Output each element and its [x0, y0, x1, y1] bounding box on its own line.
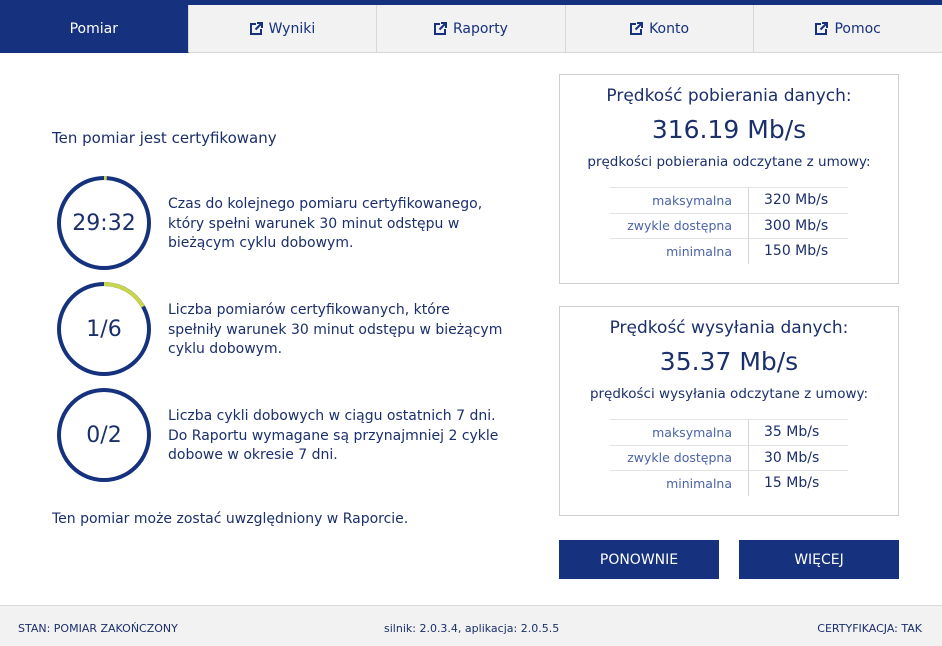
tab-pomoc[interactable] — [754, 5, 942, 53]
table-row — [610, 213, 848, 239]
ring-value: 1/6 — [86, 316, 122, 342]
tab-label: Pomoc — [834, 20, 881, 37]
upload-panel — [559, 306, 899, 516]
progress-ring — [56, 175, 152, 271]
download-panel — [559, 74, 899, 284]
ring-value: 0/2 — [86, 422, 122, 448]
cert-row-description: Czas do kolejnego pomiaru certyfikowanego, który spełni warunek 30 minut odstępu w bieżącym cyklu dobowym. — [168, 196, 483, 251]
cert-row-count — [56, 281, 506, 377]
main-tabs — [0, 5, 942, 53]
more-button[interactable]: WIĘCEJ — [739, 540, 899, 579]
contract-label: minimalna — [610, 239, 749, 264]
cert-row-description: Liczba pomiarów certyfikowanych, które spełniły warunek 30 minut odstępu w bieżącym cyklu dobowym. — [168, 302, 503, 357]
ring-value: 29:32 — [72, 210, 136, 236]
tab-label: Wyniki — [268, 20, 316, 37]
tab-label: Pomiar — [69, 20, 118, 37]
download-contract-table — [610, 187, 848, 264]
external-link-icon — [630, 22, 643, 35]
tab-wyniki[interactable] — [189, 5, 378, 53]
progress-ring — [56, 387, 152, 483]
download-contract-subtitle: prędkości pobierania odczytane z umowy: — [587, 154, 871, 170]
status-bar — [0, 605, 942, 646]
tab-pomiar[interactable] — [0, 5, 189, 53]
cert-row-description: Liczba cykli dobowych w ciągu ostatnich 7 dni. Do Raportu wymagane są przynajmniej 2 cykle dobowe w okresie 7 dni. — [168, 408, 499, 463]
cert-row-timer — [56, 175, 506, 271]
download-speed-value: 316.19 Mb/s — [651, 115, 807, 144]
external-link-icon — [250, 22, 263, 35]
contract-label: zwykle dostępna — [610, 446, 749, 471]
certification-title: Ten pomiar jest certyfikowany — [52, 129, 277, 147]
upload-speed-value: 35.37 Mb/s — [659, 347, 799, 376]
table-row — [610, 419, 848, 445]
external-link-icon — [815, 22, 828, 35]
upload-contract-subtitle: prędkości wysyłania odczytane z umowy: — [589, 386, 869, 402]
version-text: silnik: 2.0.3.4, aplikacja: 2.0.5.5 — [384, 622, 560, 635]
contract-value: 15 Mb/s — [764, 475, 820, 492]
table-row — [610, 470, 848, 496]
contract-value: 320 Mb/s — [764, 192, 829, 209]
contract-label: maksymalna — [610, 420, 749, 445]
tab-raporty[interactable] — [377, 5, 566, 53]
cert-row-cycles — [56, 387, 506, 483]
contract-value: 150 Mb/s — [764, 243, 829, 260]
tab-label: Raporty — [452, 20, 508, 37]
upload-title: Prędkość wysyłania danych: — [609, 318, 849, 338]
certification-status: CERTYFIKACJA: TAK — [817, 622, 922, 635]
external-link-icon — [434, 22, 447, 35]
progress-ring — [56, 281, 152, 377]
table-row — [610, 187, 848, 213]
again-button[interactable]: PONOWNIE — [559, 540, 719, 579]
contract-value: 30 Mb/s — [764, 449, 820, 466]
tab-konto[interactable] — [566, 5, 755, 53]
contract-label: minimalna — [610, 471, 749, 496]
report-note: Ten pomiar może zostać uwzględniony w Raporcie. — [52, 511, 409, 527]
upload-contract-table — [610, 419, 848, 496]
status-text: STAN: POMIAR ZAKOŃCZONY — [18, 622, 178, 635]
tab-label: Konto — [649, 20, 690, 37]
contract-value: 35 Mb/s — [764, 424, 820, 441]
download-title: Prędkość pobierania danych: — [606, 86, 852, 106]
contract-value: 300 Mb/s — [764, 217, 829, 234]
table-row — [610, 445, 848, 471]
table-row — [610, 238, 848, 264]
contract-label: zwykle dostępna — [610, 214, 749, 239]
contract-label: maksymalna — [610, 188, 749, 213]
